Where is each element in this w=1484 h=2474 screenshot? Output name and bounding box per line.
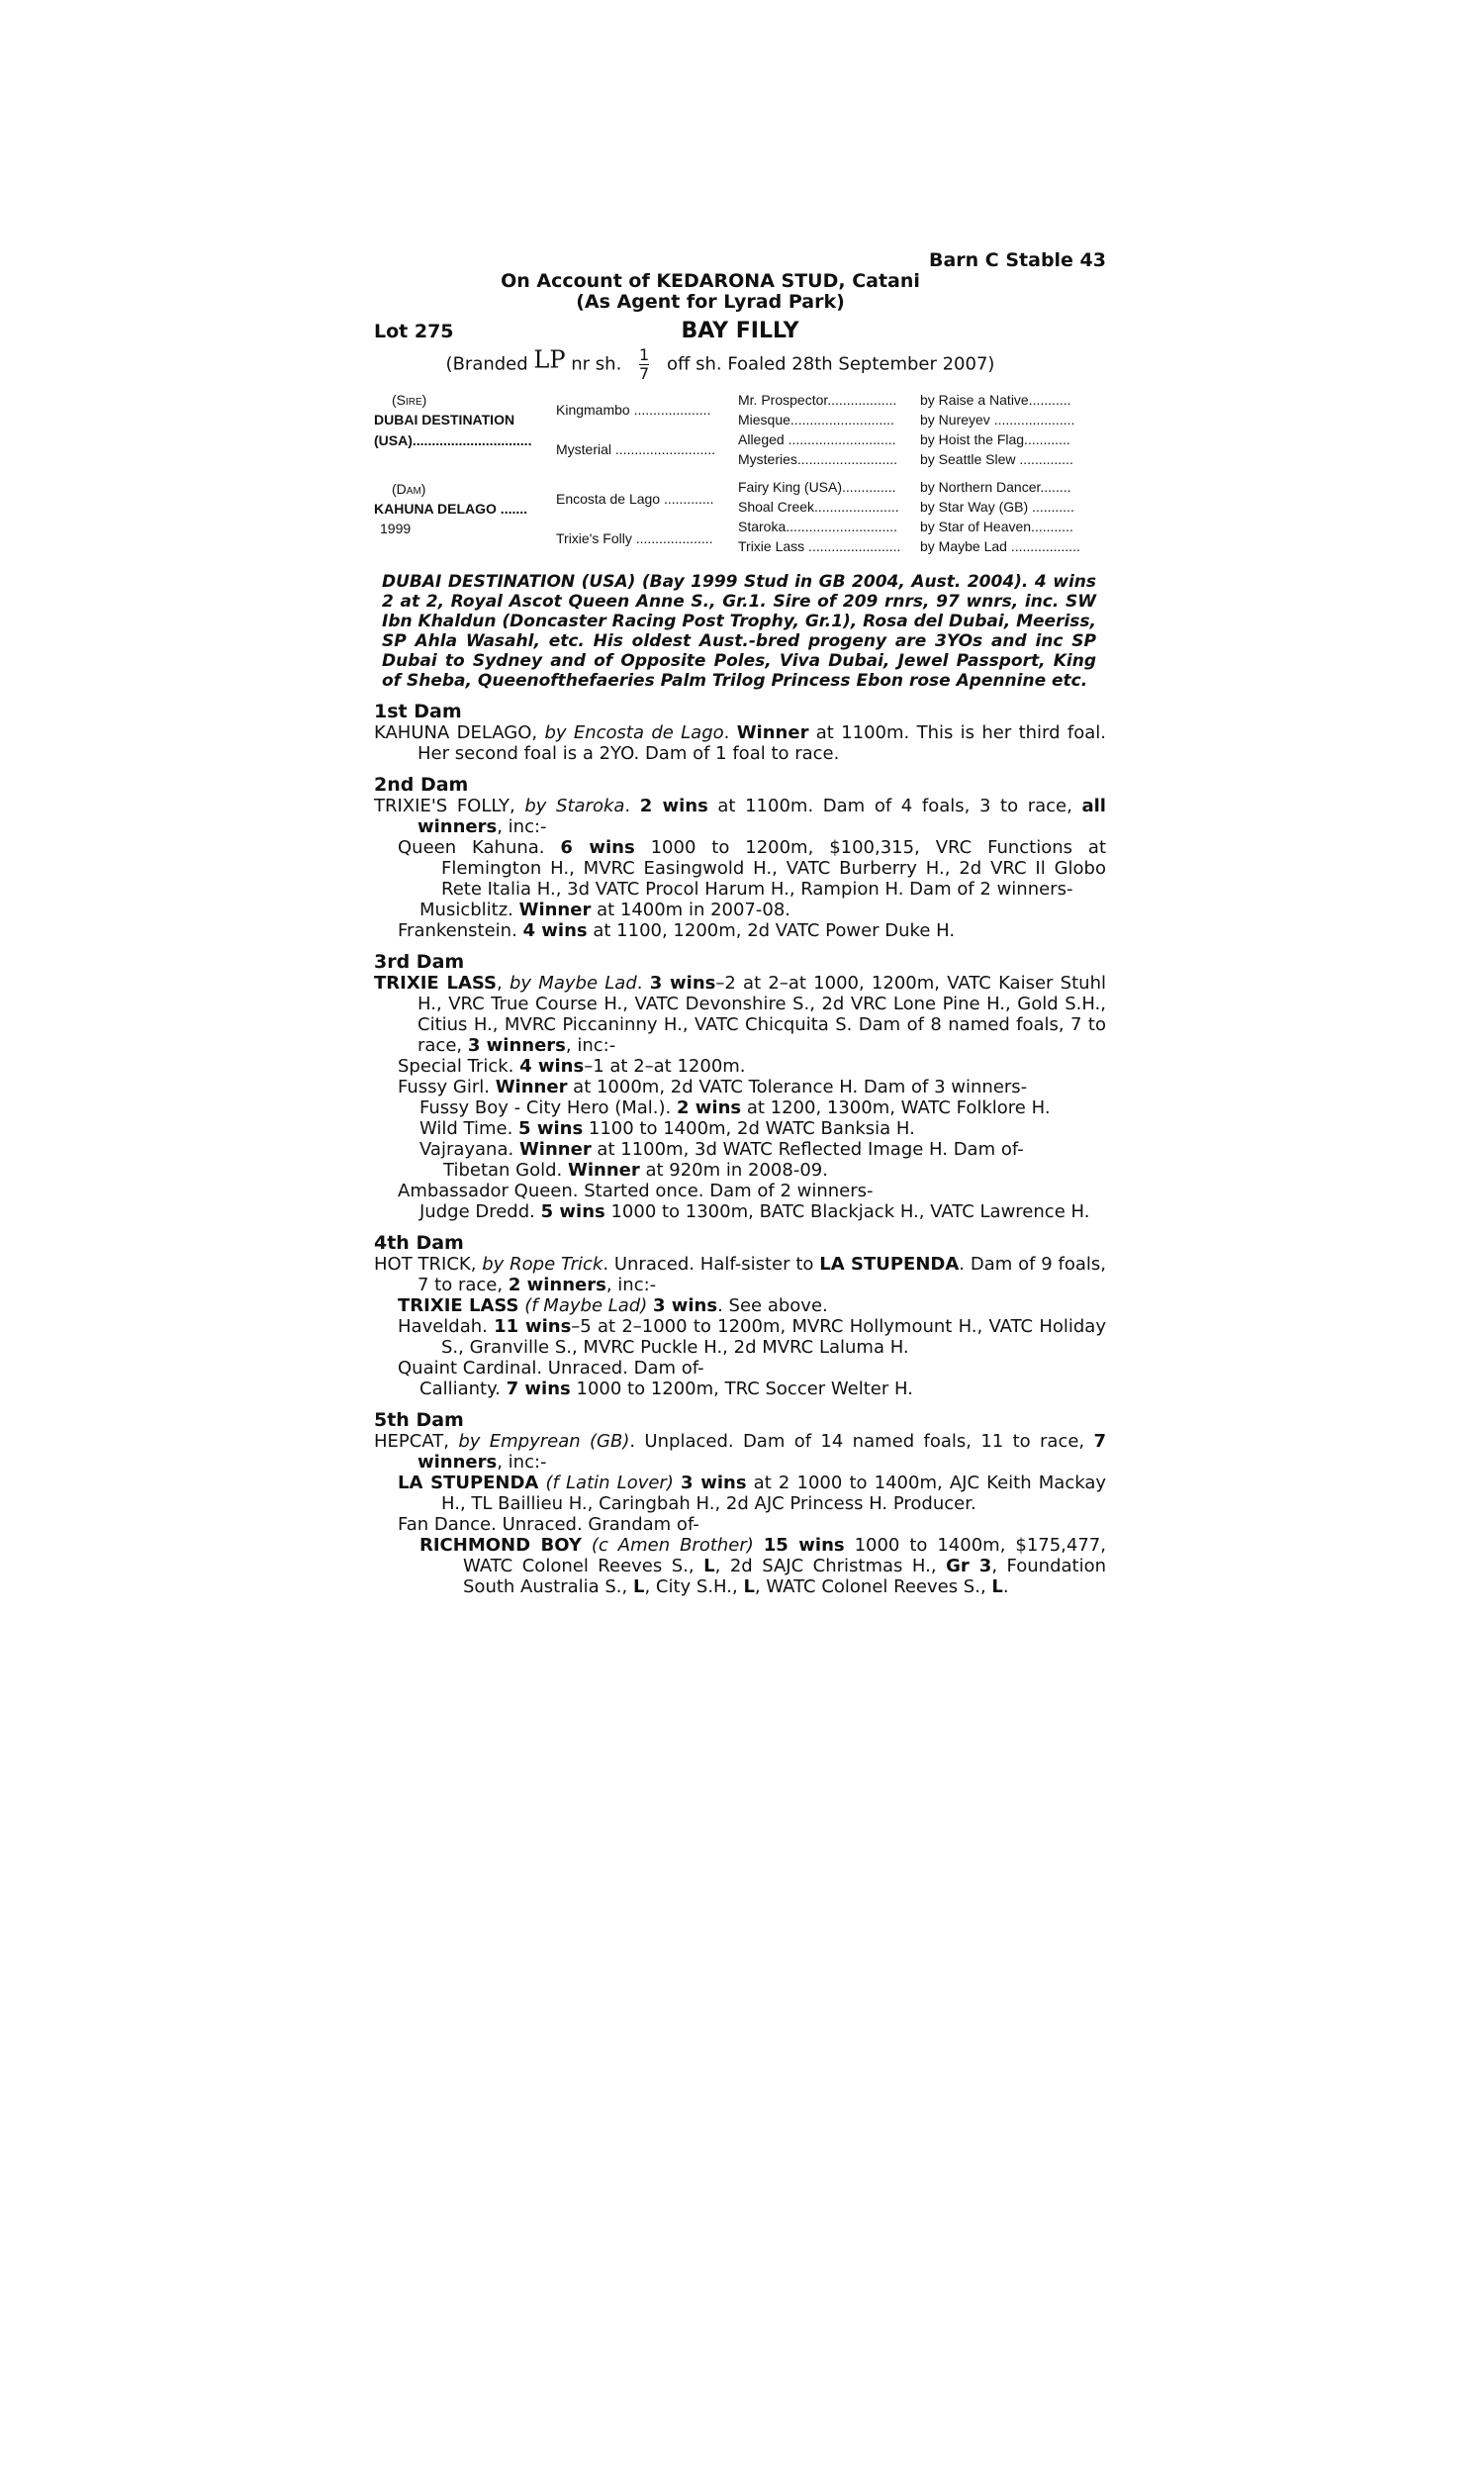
progeny-entry: Queen Kahuna. 6 wins 1000 to 1200m, $100,315, VRC Functions at Flemington H., MVRC Easingwold H., VATC Burberry H., 2d VRC Il Globo Rete Italia H., 3d VATC Procol Harum H., Rampion H. Dam of 2 winners- xyxy=(398,837,1106,900)
dam-name: KAHUNA DELAGO ....... xyxy=(374,501,528,517)
pedigree-g2: Staroka............................. xyxy=(738,519,898,534)
dam-entry: HEPCAT, by Empyrean (GB). Unplaced. Dam of 14 named foals, 11 to race, 7 winners, inc:- xyxy=(374,1431,1107,1473)
pedigree-g3: by Star Way (GB) ........... xyxy=(920,499,1074,515)
progeny-entry: Fussy Girl. Winner at 1000m, 2d VATC Tolerance H. Dam of 3 winners- xyxy=(398,1077,1028,1097)
dam-tag: (Dam) xyxy=(392,481,426,497)
progeny-entry: Haveldah. 11 wins–5 at 2–1000 to 1200m, MVRC Hollymount H., VATC Holiday S., Granville S., MVRC Puckle H., 2d MVRC Laluma H. xyxy=(398,1316,1106,1358)
nr-shoulder: nr sh. xyxy=(571,353,622,375)
progeny-entry: Vajrayana. Winner at 1100m, 3d WATC Reflected Image H. Dam of- xyxy=(419,1139,1024,1160)
section-heading-3rd-dam: 3rd Dam xyxy=(374,951,465,973)
pedigree-g2: Fairy King (USA).............. xyxy=(738,479,896,495)
sire-tag: (Sire) xyxy=(392,392,427,408)
pedigree-g2: Alleged ............................ xyxy=(738,431,896,447)
pedigree-g3: by Nureyev ..................... xyxy=(920,412,1075,428)
progeny-entry: RICHMOND BOY (c Amen Brother) 15 wins 1000 to 1400m, $175,477, WATC Colonel Reeves S., L, 2d SAJC Christmas H., Gr 3, Foundation South Australia S., L, City S.H., L, WATC Colonel Reeves S., L. xyxy=(419,1535,1107,1597)
pedigree-g1: Kingmambo .................... xyxy=(556,402,711,418)
agent-line: (As Agent for Lyrad Park) xyxy=(576,291,845,313)
progeny-entry: Special Trick. 4 wins–1 at 2–at 1200m. xyxy=(398,1056,746,1077)
pedigree-g2: Mr. Prospector.................. xyxy=(738,392,897,408)
pedigree-g2: Trixie Lass ........................ xyxy=(738,538,901,554)
progeny-entry: Tibetan Gold. Winner at 920m in 2008-09. xyxy=(443,1160,828,1181)
section-heading-1st-dam: 1st Dam xyxy=(374,701,462,722)
brand-line xyxy=(334,346,1106,386)
progeny-entry: Ambassador Queen. Started once. Dam of 2 winners- xyxy=(398,1181,874,1201)
pedigree-g1: Trixie's Folly .................... xyxy=(556,530,713,546)
progeny-entry: Frankenstein. 4 wins at 1100, 1200m, 2d VATC Power Duke H. xyxy=(398,920,956,941)
dam-year: 1999 xyxy=(380,521,412,536)
foaled-date: off sh. Foaled 28th September 2007) xyxy=(666,353,995,375)
sire-country: (USA)............................... xyxy=(374,432,532,448)
fraction-top: 1 xyxy=(639,345,650,364)
progeny-entry: Musicblitz. Winner at 1400m in 2007-08. xyxy=(419,900,790,920)
fraction-bottom: 7 xyxy=(639,364,650,383)
pedigree-g3: by Hoist the Flag............ xyxy=(920,431,1070,447)
section-heading-2nd-dam: 2nd Dam xyxy=(374,774,469,796)
pedigree-g3: by Star of Heaven........... xyxy=(920,519,1073,534)
pedigree-g2: Mysteries.......................... xyxy=(738,451,898,467)
progeny-entry: Callianty. 7 wins 1000 to 1200m, TRC Soccer Welter H. xyxy=(419,1379,913,1399)
progeny-entry: Fan Dance. Unraced. Grandam of- xyxy=(398,1514,699,1535)
pedigree-g3: by Raise a Native........... xyxy=(920,392,1071,408)
branded-label: (Branded xyxy=(445,353,528,375)
barn-stable: Barn C Stable 43 xyxy=(928,249,1106,271)
sire-name: DUBAI DESTINATION xyxy=(374,412,515,428)
brand-mark: LP xyxy=(533,345,566,374)
pedigree-g2: Shoal Creek...................... xyxy=(738,499,899,515)
vendor-line: On Account of KEDARONA STUD, Catani xyxy=(501,270,920,292)
progeny-entry: Fussy Boy - City Hero (Mal.). 2 wins at 1200, 1300m, WATC Folklore H. xyxy=(419,1097,1051,1118)
lot-number: Lot 275 xyxy=(374,321,454,342)
brand-fraction xyxy=(639,346,649,383)
pedigree-table xyxy=(374,392,1106,558)
pedigree-g3: by Seattle Slew .............. xyxy=(920,451,1073,467)
progeny-entry: LA STUPENDA (f Latin Lover) 3 wins at 2 1000 to 1400m, AJC Keith Mackay H., TL Baillieu H., Caringbah H., 2d AJC Princess H. Producer. xyxy=(398,1473,1107,1514)
dam-entry: TRIXIE LASS, by Maybe Lad. 3 wins–2 at 2–at 1000, 1200m, VATC Kaiser Stuhl H., VRC True Course H., VATC Devonshire S., 2d VRC Lone Pine H., Gold S.H., Citius H., MVRC Piccaninny H., VATC Chicquita S. Dam of 8 named foals, 7 to race, 3 winners, inc:- xyxy=(374,973,1106,1056)
lot-line xyxy=(374,319,1106,344)
dam-entry: HOT TRICK, by Rope Trick. Unraced. Half-sister to LA STUPENDA. Dam of 9 foals, 7 to race, 2 winners, inc:- xyxy=(374,1254,1107,1295)
progeny-entry: Quaint Cardinal. Unraced. Dam of- xyxy=(398,1358,704,1379)
pedigree-g1: Encosta de Lago ............. xyxy=(556,491,714,507)
pedigree-g3: by Northern Dancer........ xyxy=(920,479,1071,495)
sire-description: DUBAI DESTINATION (USA) (Bay 1999 Stud in GB 2004, Aust. 2004). 4 wins 2 at 2, Royal Ascot Queen Anne S., Gr.1. Sire of 209 rnrs, 97 wnrs, inc. SW Ibn Khaldun (Doncaster Racing Post Trophy, Gr.1), Rosa del Dubai, Meeriss, SP Ahla Wasahl, etc. His oldest Aust.-bred progeny are 3YOs and inc SP Dubai to Sydney and of Opposite Poles, Viva Dubai, Jewel Passport, King of Sheba, Queenofthefaeries Palm Trilog Princess Ebon rose Apennine etc. xyxy=(382,572,1096,691)
progeny-entry: Wild Time. 5 wins 1100 to 1400m, 2d WATC Banksia H. xyxy=(419,1118,915,1139)
progeny-entry: Judge Dredd. 5 wins 1000 to 1300m, BATC Blackjack H., VATC Lawrence H. xyxy=(419,1201,1090,1222)
section-heading-4th-dam: 4th Dam xyxy=(374,1232,464,1254)
horse-title: BAY FILLY xyxy=(681,319,799,343)
dam-entry: TRIXIE'S FOLLY, by Staroka. 2 wins at 1100m. Dam of 4 foals, 3 to race, all winners, inc:- xyxy=(374,796,1106,837)
progeny-entry: TRIXIE LASS (f Maybe Lad) 3 wins. See above. xyxy=(398,1295,828,1316)
section-heading-5th-dam: 5th Dam xyxy=(374,1409,464,1431)
pedigree-g1: Mysterial .......................... xyxy=(556,441,716,457)
pedigree-g3: by Maybe Lad .................. xyxy=(920,538,1080,554)
catalogue-page xyxy=(374,249,1106,1597)
pedigree-g2: Miesque........................... xyxy=(738,412,894,428)
dam-entry: KAHUNA DELAGO, by Encosta de Lago. Winner at 1100m. This is her third foal. Her second foal is a 2YO. Dam of 1 foal to race. xyxy=(374,722,1106,764)
